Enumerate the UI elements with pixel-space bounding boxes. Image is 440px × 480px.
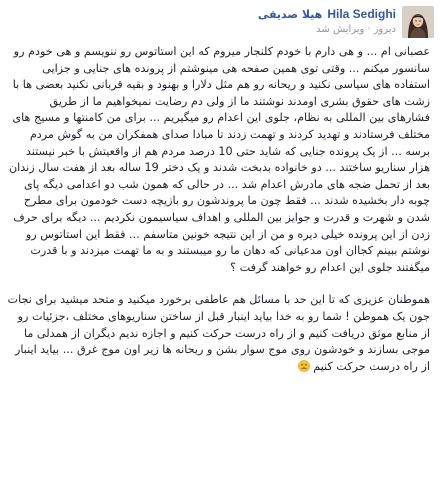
post-meta <box>258 6 396 35</box>
sad-face-emoji-icon <box>298 360 310 372</box>
author-name-fa[interactable]: هیلا صدیقی <box>257 8 323 21</box>
post-header <box>4 6 434 46</box>
post-subline <box>258 24 396 35</box>
avatar[interactable] <box>402 6 434 38</box>
post-timestamp[interactable]: دیروز <box>373 24 396 35</box>
post-paragraph-2 <box>6 292 430 375</box>
edited-link[interactable]: ویرایش شد <box>316 24 365 35</box>
post-paragraph-2-text: هموطنان عزیزی که تا این حد با مسائل هم عاطفی برخورد میکنید و متحد میشید برای نجات جون یک هموطن ! شما رو به خدا بیاید اینبار قبل از ساختن سناریوهای مختلف ،جزئیات رو از منابع موثق دریافت کنیم و از راه درست حرکت کنیم و اجازه ندیم دیگران از همدلی ما موجی بسازند و خودشون روی موج سوار بشن و ریحانه ها زیر اون موج غرق ... بیاید اینبار از راه درست حرکت کنیم <box>7 293 430 373</box>
meta-separator: · <box>367 24 371 35</box>
post-paragraph-1: عصبانی ام ... و هی دارم با خودم کلنجار میروم که این استاتوس رو ننویسم و هی خودم رو سانسور میکنم ... وقتی توی همین صفحه هی مینوشتم از پرونده های جنایی و جزایی استفاده های سیاسی نکنید و ریحانه رو هم مثل دلارا و بهنود و بقیه قربانی نکنید بعضی ها با زشت های حقوق بشری اومدند نوشتند ما از ولی دم رضایت نمیخواهیم ما از طریق فشارهای بین المللی به نظام، جلوی این اعدام رو میگیریم ... برای من کامنتها و مسیج های مختلف فرستادند و تهدید کردند و تهمت زدند تا مبادا صدای همفکران من به گوش مردم برسه ... از یک پرونده جنایی که شاید حتی 10 درصد مردم هم از واقعیتش با خبر نیستند هزار سناریو ساختند ... دو خانواده بدبخت شدند و یک دختر 19 ساله بعد از هفت سال زندان بعد از تحمل ضجه های مادرش اعدام شد ... در حالی که همون شب دو اعدامی دیگه پای چوبه دار بخشیده شدند ... فقط چون ما پروندشون رو بازیچه دست خودمون برای مطرح شدن و شهرت و قدرت و جوایز بین المللی و اهداف سیاسیمون نکردیم ... دیگه برای حرف زدن از این پرونده خیلی دیره و من از این نتیجه خونین متاسفم ... فقط این استاتوس رو نوشتم ببینم کجاان اون مدعیانی که دهان ما رو میبستند و به ما تهمت میزدند و با قدرت میگفتند جلوی این اعدام رو خواهند گرفت ؟ <box>8 45 430 274</box>
post-body <box>4 44 434 375</box>
profile-photo-icon <box>402 6 434 38</box>
author-names <box>258 7 396 21</box>
author-name-latin[interactable]: Hila Sedighi <box>327 7 396 21</box>
